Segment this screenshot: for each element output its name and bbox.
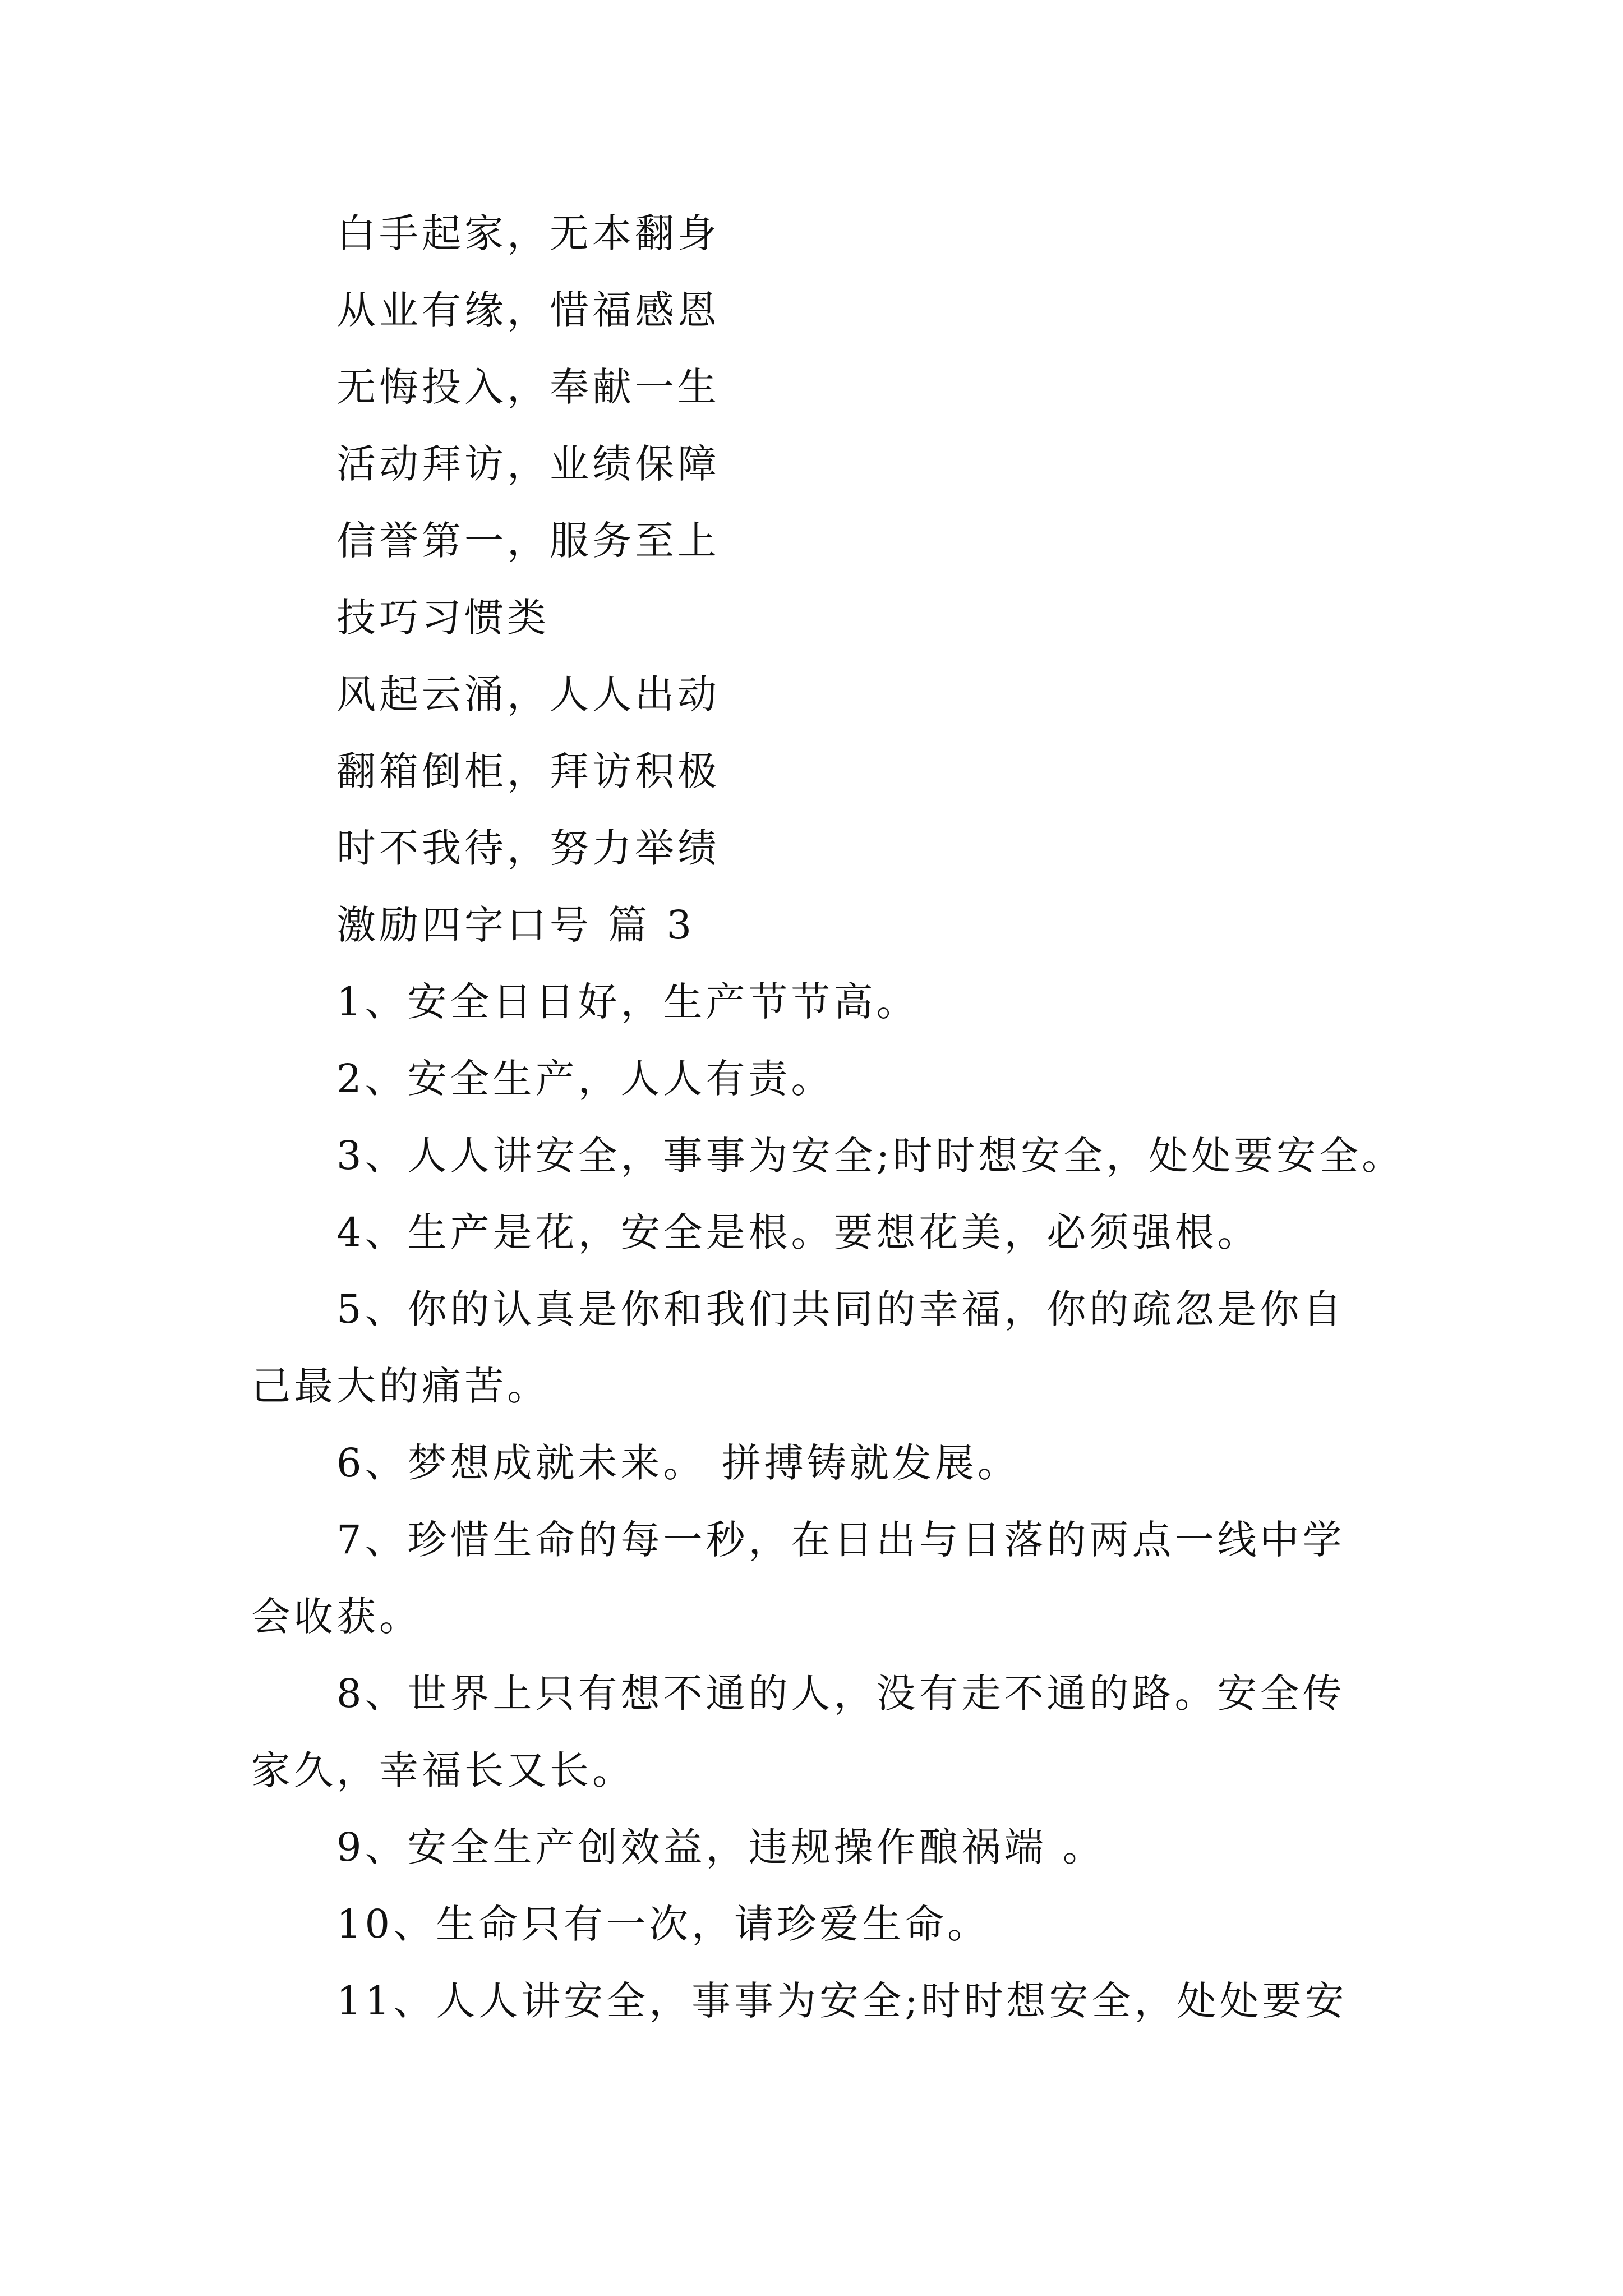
list-item: 3、人人讲安全，事事为安全;时时想安全，处处要安全。	[336, 1133, 1405, 1179]
list-item: 7、珍惜生命的每一秒，在日出与日落的两点一线中学	[336, 1517, 1345, 1563]
list-item: 6、梦想成就未来。 拼搏铸就发展。	[336, 1440, 1020, 1486]
list-item: 10、生命只有一次，请珍爱生命。	[336, 1901, 990, 1947]
list-item: 8、世界上只有想不通的人，没有走不通的路。安全传	[336, 1671, 1345, 1717]
list-item: 11、人人讲安全，事事为安全;时时想安全，处处要安	[336, 1978, 1348, 2024]
list-item-continuation: 家久，幸福长又长。	[251, 1747, 635, 1793]
section-heading: 激励四字口号 篇 3	[336, 902, 695, 948]
text-line: 从业有缘，惜福感恩	[336, 287, 720, 333]
list-item: 1、安全日日好，生产节节高。	[336, 979, 919, 1025]
text-line: 白手起家，无本翻身	[336, 210, 720, 256]
list-item: 2、安全生产，人人有责。	[336, 1056, 834, 1102]
text-line: 无悔投入，奉献一生	[336, 364, 720, 410]
list-item: 5、你的认真是你和我们共同的幸福，你的疏忽是你自	[336, 1286, 1345, 1332]
list-item-continuation: 会收获。	[251, 1594, 422, 1640]
text-line: 翻箱倒柜，拜访积极	[336, 748, 720, 794]
text-line: 时不我待，努力举绩	[336, 825, 720, 871]
text-line: 活动拜访，业绩保障	[336, 441, 720, 487]
section-heading: 技巧习惯类	[336, 595, 550, 641]
list-item: 4、生产是花，安全是根。要想花美，必须强根。	[336, 1209, 1260, 1255]
text-line: 信誉第一，服务至上	[336, 518, 720, 564]
list-item-continuation: 己最大的痛苦。	[251, 1363, 550, 1409]
list-item: 9、安全生产创效益，违规操作酿祸端 。	[336, 1824, 1105, 1870]
document-body	[251, 195, 1405, 2040]
text-line: 风起云涌，人人出动	[336, 671, 720, 717]
